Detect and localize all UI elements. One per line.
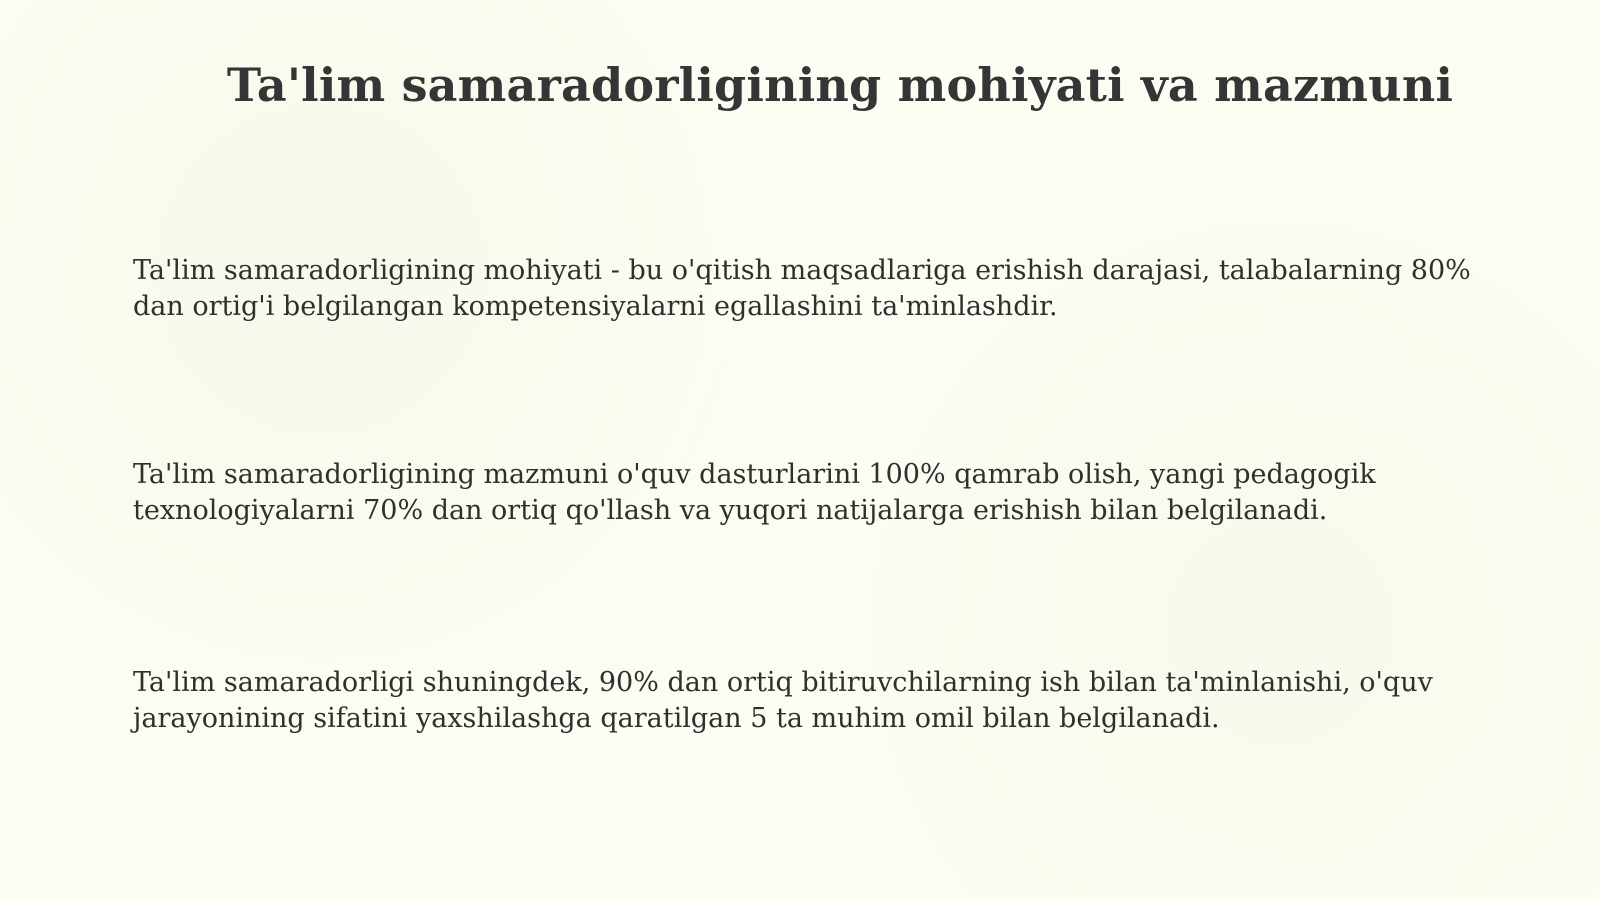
paragraph-content: Ta'lim samaradorligining mazmuni o'quv dasturlarini 100% qamrab olish, yangi pedagogik texnologiyalarni 70% dan ortiq qo'llash va yuqori natijalarga erishish bilan belgilanadi. — [133, 459, 1376, 526]
paragraph-essence: Ta'lim samaradorligining mohiyati - bu o'qitish maqsadlariga erishish darajasi, talabalarning 80% dan ortig'i belgilangan kompetensiyalarni egallashini ta'minlashdir. — [133, 255, 1471, 322]
slide-title: Ta'lim samaradorligining mohiyati va mazmuni — [226, 58, 1454, 112]
paragraph-employment: Ta'lim samaradorligi shuningdek, 90% dan ortiq bitiruvchilarning ish bilan ta'minlanishi, o'quv jarayonining sifatini yaxshilashga qaratilgan 5 ta muhim omil bilan belgilanadi. — [133, 667, 1433, 734]
